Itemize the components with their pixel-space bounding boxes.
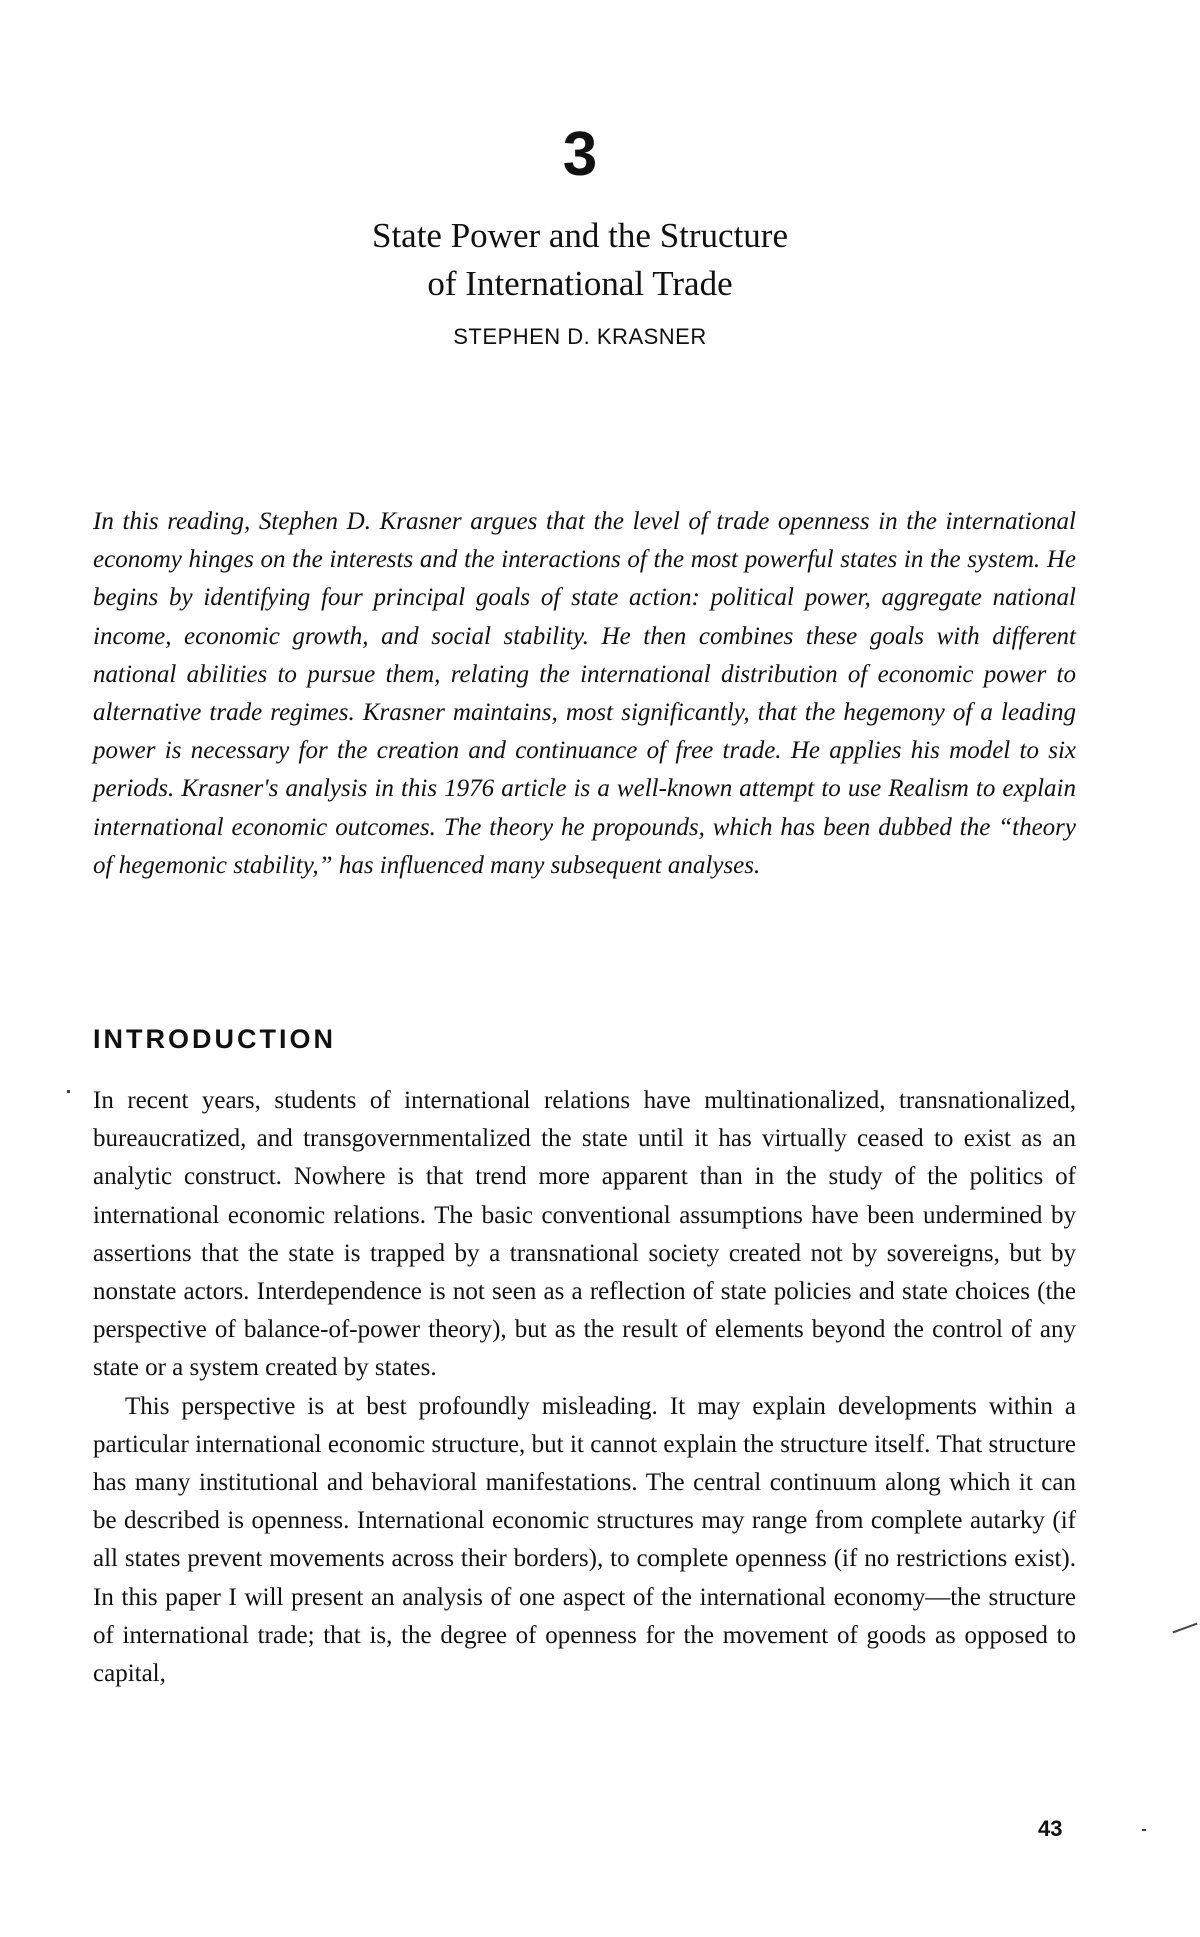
page-number: 43: [1038, 1816, 1063, 1841]
chapter-abstract: In this reading, Stephen D. Krasner argues that the level of trade openness in the international economy hinges on the interests and the interactions of the most powerful states in the system. He begins by identifying four principal goals of state action: political power, aggregate national income, economic growth, and social stability. He then combines these goals with different national abilities to pursue them, relating the international distribution of economic power to alternative trade regimes. Krasner maintains, most significantly, that the hegemony of a leading power is necessary for the creation and continuance of free trade. He applies his model to six periods. Krasner's analysis in this 1976 article is a well-known attempt to use Realism to explain international economic outcomes. The theory he propounds, which has been dubbed the “theory of hegemonic stability,” has influenced many subsequent analyses.: [93, 508, 1076, 879]
chapter-number: 3: [562, 120, 598, 189]
chapter-title-line-2: of International Trade: [427, 264, 733, 303]
section-body: [93, 1082, 1076, 1693]
body-paragraph-2: This perspective is at best profoundly misleading. It may explain developments within a particular international economic structure, but it cannot explain the structure itself. That structure has many institutional and behavioral manifestations. The central continuum along which it can be described is openness. International economic structures may range from complete autarky (if all states prevent movements across their borders), to complete openness (if no restrictions exist). In this paper I will present an analysis of one aspect of the international economy—the structure of international trade; that is, the degree of openness for the movement of goods as opposed to capital,: [93, 1392, 1076, 1688]
body-paragraph-1: In recent years, students of international relations have multinationalized, transnationalized, bureaucratized, and transgovernmentalized the state until it has virtually ceased to exist as an analytic construct. Nowhere is that trend more apparent than in the study of the politics of international economic relations. The basic conventional assumptions have been undermined by assertions that the state is trapped by a transnational society created not by sovereigns, but by nonstate actors. Interdependence is not seen as a reflection of state policies and state choices (the perspective of balance-of-power theory), but as the result of elements beyond the control of any state or a system created by states.: [93, 1087, 1076, 1382]
section-heading: INTRODUCTION: [93, 1024, 336, 1054]
margin-scan-mark: [1142, 1829, 1146, 1831]
margin-scan-mark: [67, 1090, 70, 1093]
chapter-title-line-1: State Power and the Structure: [371, 216, 788, 255]
chapter-title: [0, 212, 1160, 308]
margin-scan-mark: [1172, 1623, 1197, 1634]
chapter-author: STEPHEN D. KRASNER: [453, 324, 707, 349]
